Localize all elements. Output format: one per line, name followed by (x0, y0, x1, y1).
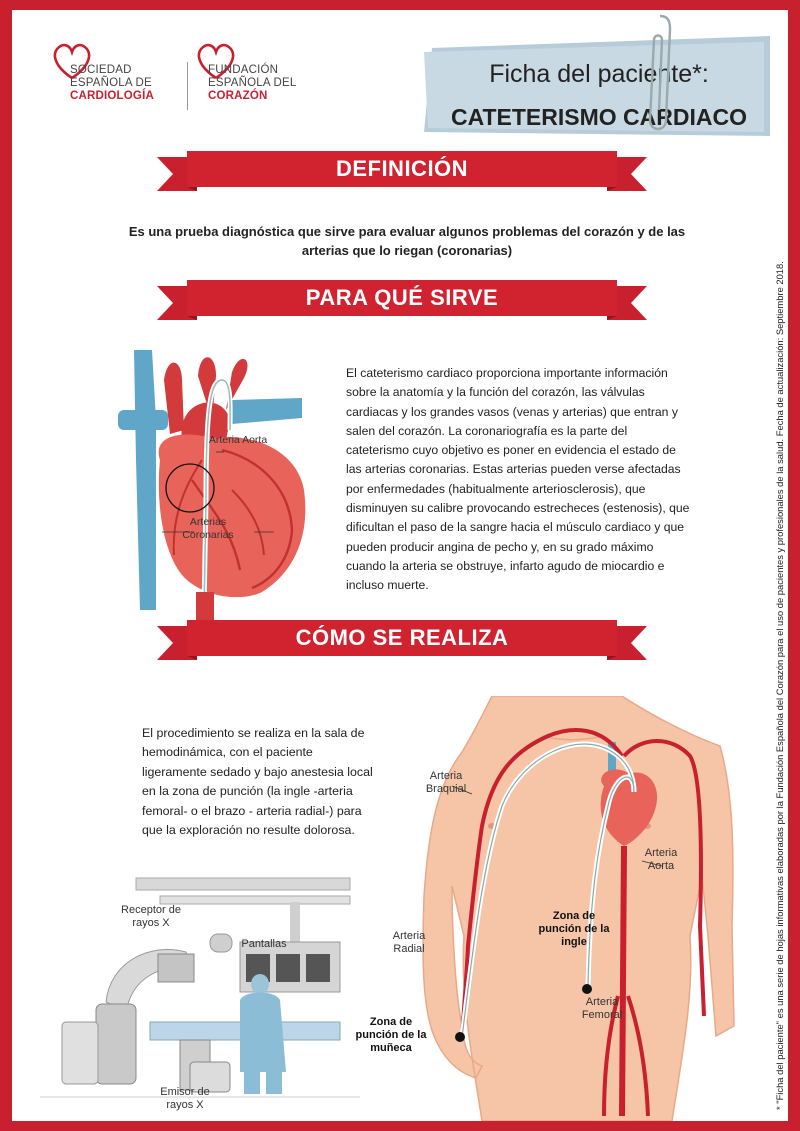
label-pantallas: Pantallas (241, 938, 287, 950)
label-arteria-aorta: Arteria Aorta (208, 434, 268, 446)
paperclip-icon (640, 10, 680, 140)
como-se-realiza-text: El procedimiento se realiza en la sala de hemodinámica, con el paciente ligeramente sedado y bajo anestesia local en la zona de punción (la ingle -arteria femoral- o el brazo - arteria radial-) para que la exploración no resulte dolorosa. (142, 726, 373, 838)
sec-line3: CARDIOLOGÍA (70, 90, 154, 102)
cath-lab-illustration (40, 872, 360, 1102)
label-zona-puncion-muneca: Zona de punción de la muñeca (355, 1016, 427, 1054)
title-card (424, 28, 774, 140)
label-zona-puncion-ingle: Zona de punción de la ingle (538, 910, 610, 948)
patient-sheet (12, 10, 788, 1121)
ribbon-para-que-sirve (157, 276, 647, 326)
title-line1: Ficha del paciente*: (489, 60, 709, 88)
fec-line3: CORAZÓN (208, 90, 268, 102)
ribbon-definicion (157, 147, 647, 197)
fec-line2: ESPAÑOLA DEL (208, 77, 297, 89)
heading-para-que-sirve: PARA QUÉ SIRVE (305, 285, 499, 310)
label-emisor-rayos-x: Emisor de rayos X (160, 1086, 210, 1111)
heading-como-se-realiza: CÓMO SE REALIZA (295, 625, 509, 650)
definicion-text: Es una prueba diagnóstica que sirve para evaluar algunos problemas del corazón y de las arterias que lo riegan (coronarias) (128, 224, 686, 258)
sec-line1: SOCIEDAD (70, 64, 132, 76)
fec-line1: FUNDACIÓN (208, 64, 279, 76)
heart-illustration (112, 340, 317, 625)
heading-definicion: DEFINICIÓN (335, 156, 469, 181)
label-arteria-braquial: Arteria Braquial (425, 770, 467, 795)
label-arteria-radial: Arteria Radial (392, 930, 426, 955)
label-arteria-aorta-body: Arteria Aorta (644, 847, 678, 872)
side-note: * "Ficha del paciente" es una serie de hojas informativas elaboradas por la Fundación Española del Corazón para el uso de pacientes y profesionales de la salud. Fecha de actualización: Septiembre 2018. (774, 261, 785, 1110)
logo-divider (187, 62, 188, 110)
para-que-sirve-text: El cateterismo cardiaco proporciona importante información sobre la anatomía y la función del corazón, las válvulas cardiacas y los grandes vasos (venas y arterias) que entran y salen del corazón. La coronariografía es la parte del cateterismo cuyo objetivo es poner en evidencia el estado de las arterias coronarias. Estas arterias pueden verse afectadas por enfermedades (habitualmente arteriosclerosis), que disminuyen su calibre provocando estrecheces (estenosis), que dificultan el paso de la sangre hacia el músculo cardiaco y que pueden producir angina de pecho y, en su grado máximo cuando la arteria se obstruye, infarto agudo de miocardio e incluso muerte. (346, 366, 690, 593)
label-arterias-coronarias: Arterias Coronarias (182, 516, 234, 541)
label-arteria-femoral: Arteria Femoral (581, 996, 623, 1021)
label-receptor-rayos-x: Receptor de rayos X (121, 904, 181, 929)
sec-line2: ESPAÑOLA DE (70, 77, 152, 89)
body-illustration (372, 696, 742, 1121)
title-line2: CATETERISMO CARDIACO (450, 104, 747, 130)
ribbon-como-se-realiza (157, 616, 647, 666)
